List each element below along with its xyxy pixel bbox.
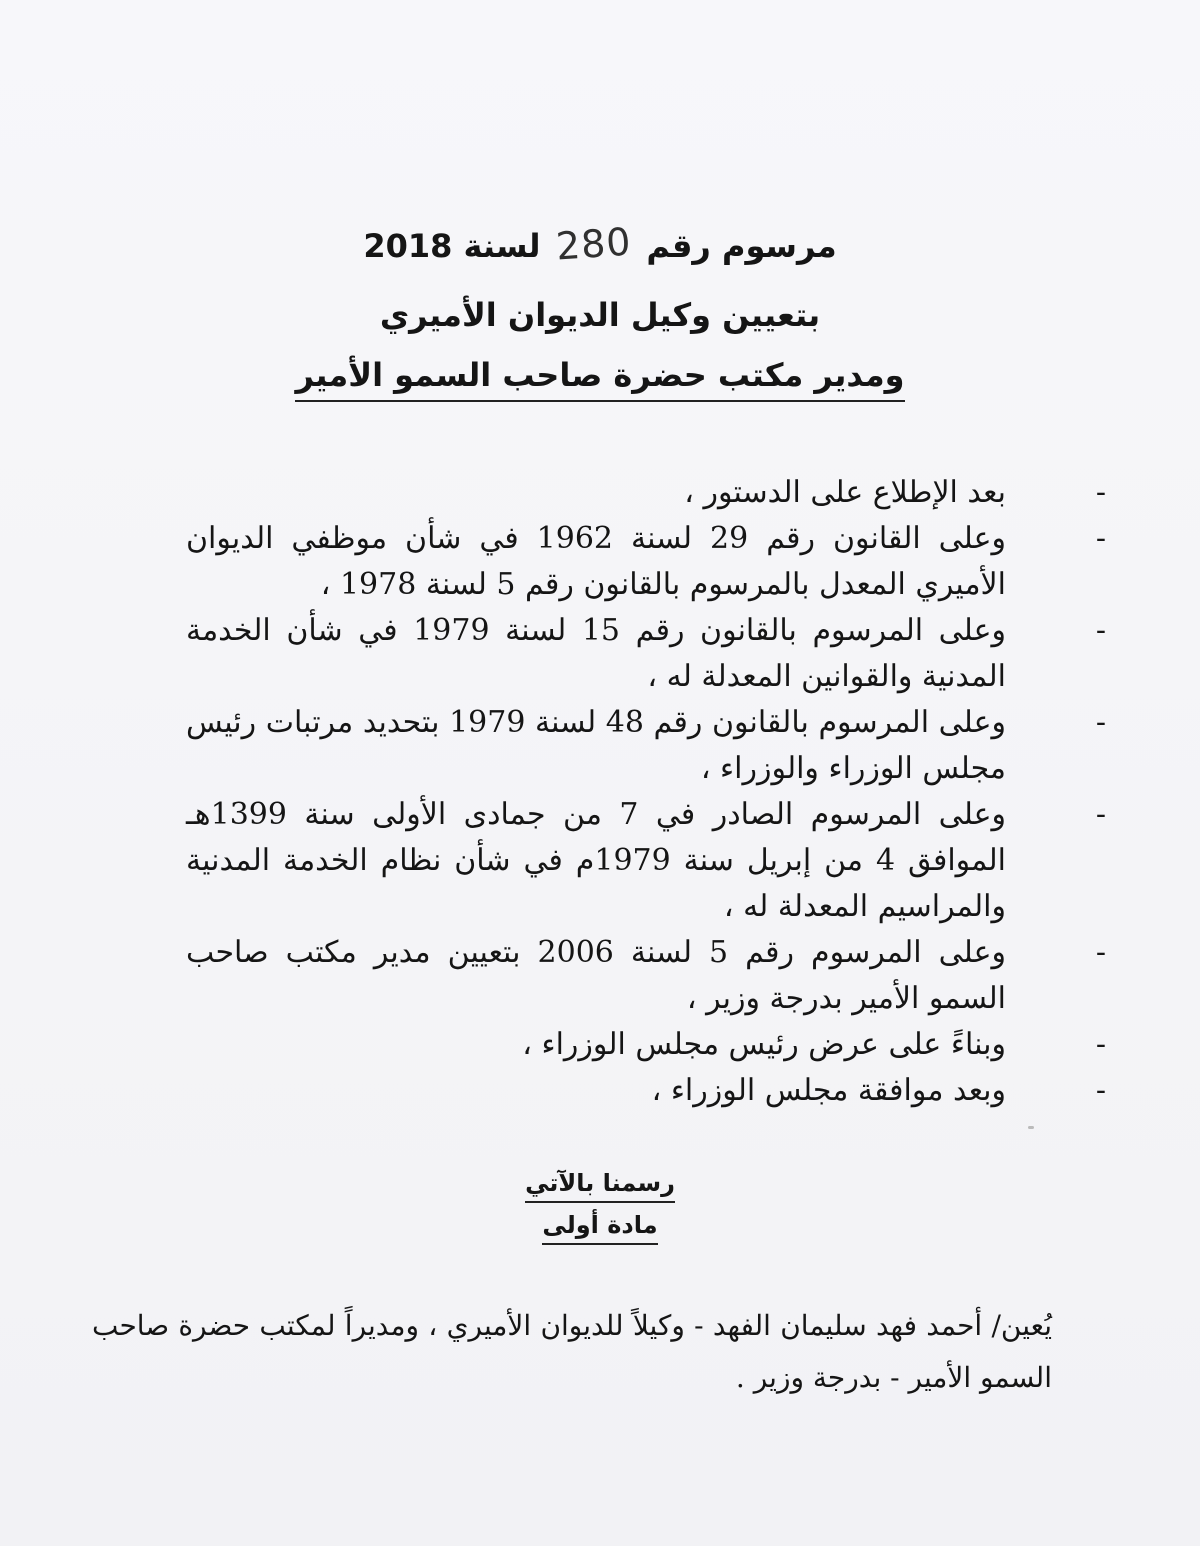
decree-subtitle-1: بتعيين وكيل الديوان الأميري [379,296,821,334]
clause-dash: - [1095,935,1107,970]
paper-speck [1028,1126,1034,1129]
preamble-clause [186,792,1116,930]
decree-heading-text: رسمنا بالآتي [525,1169,675,1203]
decree-heading [0,1162,1200,1204]
clause-text: وعلى القانون رقم 29 لسنة 1962 في شأن موظفي الديوان الأميري المعدل بالمرسوم بالقانون رقم 5 لسنة 1978 ، [186,521,1006,602]
preamble-clause [186,470,1116,516]
clause-dash: - [1095,613,1107,648]
clause-text: بعد الإطلاع على الدستور ، [684,475,1006,510]
clause-dash: - [1095,475,1107,510]
article-heading-text: مادة أولى [542,1211,657,1245]
clause-dash: - [1095,705,1107,740]
preamble-clause [186,700,1116,792]
clause-dash: - [1095,1027,1107,1062]
decree-heading-block [0,1162,1200,1246]
clause-text: وعلى المرسوم رقم 5 لسنة 2006 بتعيين مدير مكتب صاحب السمو الأمير بدرجة وزير ، [186,935,1006,1016]
clause-dash: - [1095,521,1107,556]
preamble-clause [186,608,1116,700]
clause-text: وبناءً على عرض رئيس مجلس الوزراء ، [522,1027,1006,1062]
preamble-clause [186,930,1116,1022]
preamble-clauses [186,470,1116,1114]
clause-dash: - [1095,797,1107,832]
decree-subtitle-2-text: ومدير مكتب حضرة صاحب السمو الأمير [295,356,904,402]
article-one-text: يُعين/ أحمد فهد سليمان الفهد - وكيلاً للديوان الأميري ، ومديراً لمكتب حضرة صاحب السمو الأمير - بدرجة وزير . [92,1309,1052,1394]
clause-text: وعلى المرسوم بالقانون رقم 15 لسنة 1979 في شأن الخدمة المدنية والقوانين المعدلة له ، [186,613,1006,694]
title-prefix: مرسوم رقم [646,227,837,265]
preamble-clause [186,1022,1116,1068]
article-heading [0,1204,1200,1246]
clause-dash: - [1095,1073,1107,1108]
decree-title [0,219,1200,269]
handwritten-decree-number: 280 [554,219,633,269]
preamble-clause [186,1068,1116,1114]
decree-subtitle-2 [0,356,1200,394]
title-suffix: لسنة 2018 [363,227,541,265]
clause-text: وعلى المرسوم بالقانون رقم 48 لسنة 1979 بتحديد مرتبات رئيس مجلس الوزراء والوزراء ، [186,705,1006,786]
clause-text: وعلى المرسوم الصادر في 7 من جمادى الأولى سنة 1399هـ الموافق 4 من إبريل سنة 1979م في شأن نظام الخدمة المدنية والمراسيم المعدلة له ، [186,797,1007,924]
preamble-clause [186,516,1116,608]
clause-text: وبعد موافقة مجلس الوزراء ، [651,1073,1006,1108]
